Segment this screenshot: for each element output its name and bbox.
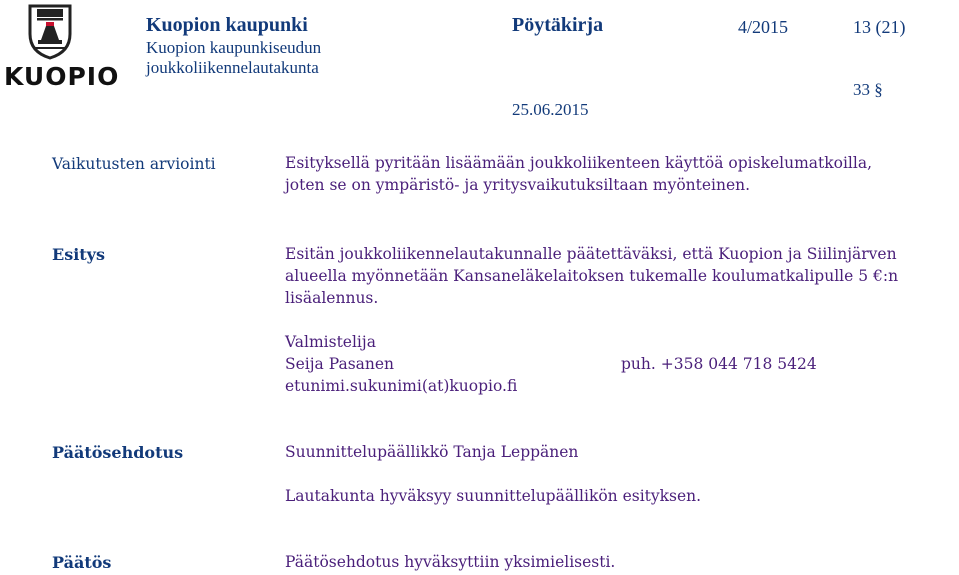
impact-text-line2: joten se on ympäristö- ja yritysvaikutuksiltaan myönteinen. bbox=[285, 176, 751, 194]
kuopio-logo bbox=[0, 0, 120, 100]
decision-text: Päätösehdotus hyväksyttiin yksimielisesti. bbox=[285, 553, 616, 571]
section-number: 33 § bbox=[853, 80, 883, 99]
board-name-line2: joukkoliikennelautakunta bbox=[146, 58, 319, 77]
decision-proposal-text: Lautakunta hyväksyy suunnittelupäällikön esityksen. bbox=[285, 487, 702, 505]
page-info: 13 (21) bbox=[853, 17, 906, 37]
preparer-label: Valmistelija bbox=[285, 333, 376, 351]
preparer-name: Seija Pasanen bbox=[285, 355, 395, 373]
preparer-phone: puh. +358 044 718 5424 bbox=[621, 355, 817, 373]
doc-number: 4/2015 bbox=[738, 17, 789, 37]
proposal-text-line1: Esitän joukkoliikennelautakunnalle päätettäväksi, että Kuopion ja Siilinjärven bbox=[285, 245, 897, 263]
kuopio-coat-of-arms-icon bbox=[0, 0, 100, 62]
preparer-email: etunimi.sukunimi(at)kuopio.fi bbox=[285, 377, 518, 395]
proposal-text-line2: alueella myönnetään Kansaneläkelaitoksen tukemalle koulumatkalipulle 5 €:n bbox=[285, 267, 899, 285]
doc-type: Pöytäkirja bbox=[512, 14, 604, 36]
decision-label: Päätös bbox=[52, 553, 112, 572]
logo-text: KUOPIO bbox=[4, 62, 120, 91]
org-title: Kuopion kaupunki bbox=[146, 14, 308, 36]
decision-proposal-label: Päätösehdotus bbox=[52, 443, 184, 462]
meeting-date: 25.06.2015 bbox=[512, 100, 589, 119]
impact-label: Vaikutusten arviointi bbox=[52, 155, 216, 173]
proposal-text-line3: lisäalennus. bbox=[285, 289, 379, 307]
board-name-line1: Kuopion kaupunkiseudun bbox=[146, 38, 322, 57]
impact-text-line1: Esityksellä pyritään lisäämään joukkoliikenteen käyttöä opiskelumatkoilla, bbox=[285, 154, 873, 172]
proposal-label: Esitys bbox=[52, 245, 105, 264]
decision-proposal-by: Suunnittelupäällikkö Tanja Leppänen bbox=[285, 443, 579, 461]
